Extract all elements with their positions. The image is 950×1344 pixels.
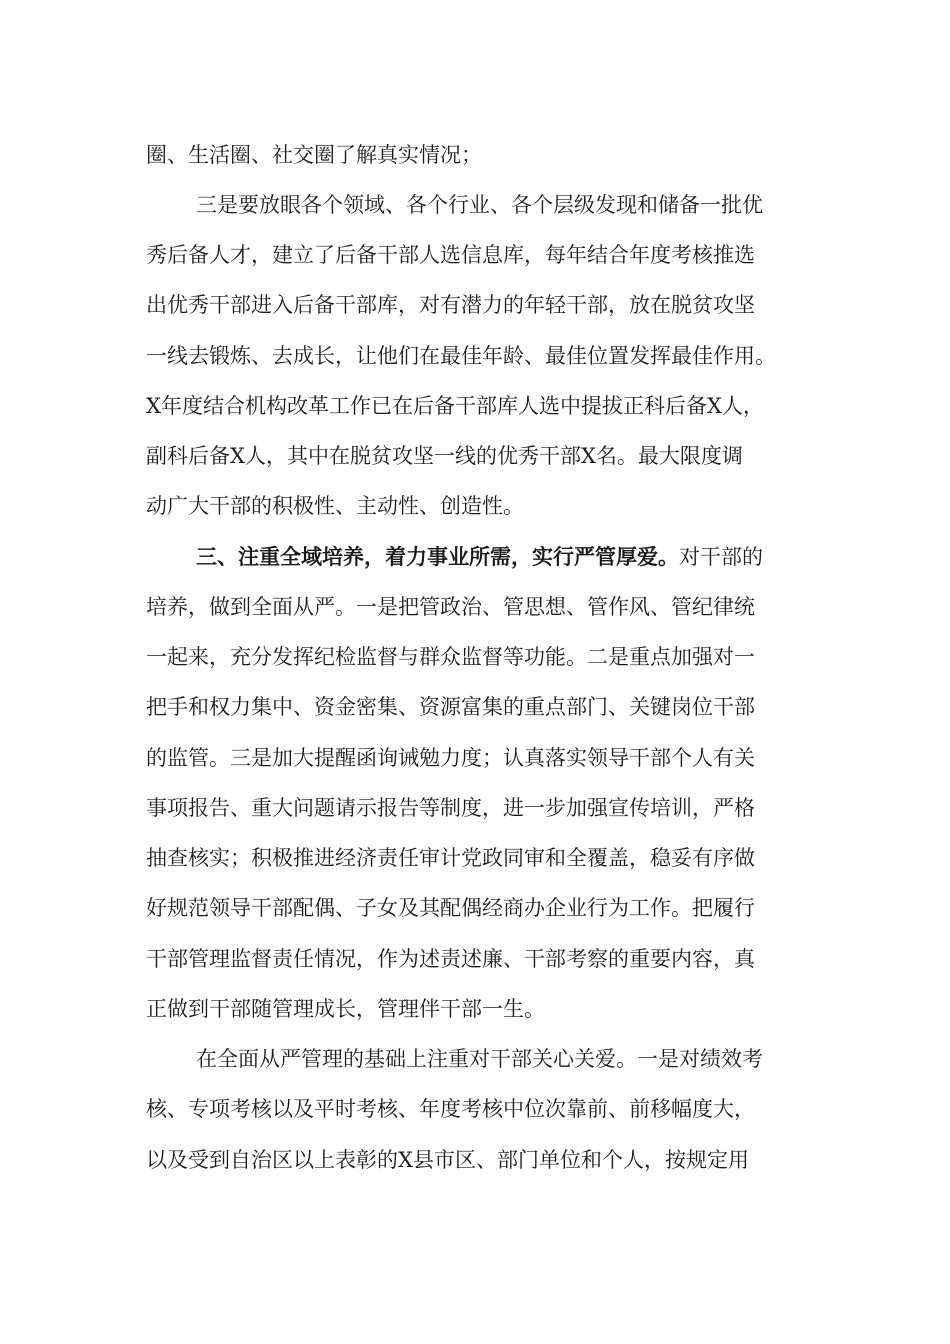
paragraph-line: 好规范领导干部配偶、子女及其配偶经商办企业行为工作。把履行 [146,896,755,920]
paragraph-line: 在全面从严管理的基础上注重对干部关心关爱。一是对绩效考 [196,1047,763,1071]
paragraph-line: 一起来，充分发挥纪检监督与群众监督等功能。二是重点加强对一 [146,645,755,669]
paragraph-line: 抽查核实；积极推进经济责任审计党政同审和全覆盖，稳妥有序做 [146,846,755,870]
paragraph-line: 动广大干部的积极性、主动性、创造性。 [146,494,524,518]
paragraph-line: 圈、生活圈、社交圈了解真实情况； [146,143,482,167]
paragraph-line: 秀后备人才，建立了后备干部人选信息库，每年结合年度考核推选 [146,243,755,267]
paragraph-text: 对干部的 [679,545,763,569]
paragraph-line: 核、专项考核以及平时考核、年度考核中位次靠前、前移幅度大， [146,1097,755,1121]
paragraph-line: X年度结合机构改革工作已在后备干部库人选中提拔正科后备X人， [146,394,764,418]
section-heading-line [196,542,826,572]
paragraph-line: 三是要放眼各个领域、各个行业、各个层级发现和储备一批优 [196,193,763,217]
paragraph-line: 培养，做到全面从严。一是把管政治、管思想、管作风、管纪律统 [146,595,755,619]
paragraph-line: 以及受到自治区以上表彰的X县市区、部门单位和个人，按规定用 [146,1148,749,1172]
paragraph-line: 副科后备X人，其中在脱贫攻坚一线的优秀干部X名。最大限度调 [146,444,743,468]
paragraph-line: 事项报告、重大问题请示报告等制度，进一步加强宣传培训，严格 [146,796,755,820]
paragraph-line: 的监管。三是加大提醒函询诫勉力度；认真落实领导干部个人有关 [146,746,755,770]
paragraph-line: 正做到干部随管理成长，管理伴干部一生。 [146,997,545,1021]
paragraph-line: 一线去锻炼、去成长，让他们在最佳年龄、最佳位置发挥最佳作用。 [146,344,776,368]
paragraph-line: 把手和权力集中、资金密集、资源富集的重点部门、关键岗位干部 [146,695,755,719]
paragraph-line: 干部管理监督责任情况，作为述责述廉、干部考察的重要内容，真 [146,947,755,971]
paragraph-line: 出优秀干部进入后备干部库，对有潜力的年轻干部，放在脱贫攻坚 [146,293,755,317]
section-heading: 三、注重全域培养，着力事业所需，实行严管厚爱。 [196,544,679,569]
